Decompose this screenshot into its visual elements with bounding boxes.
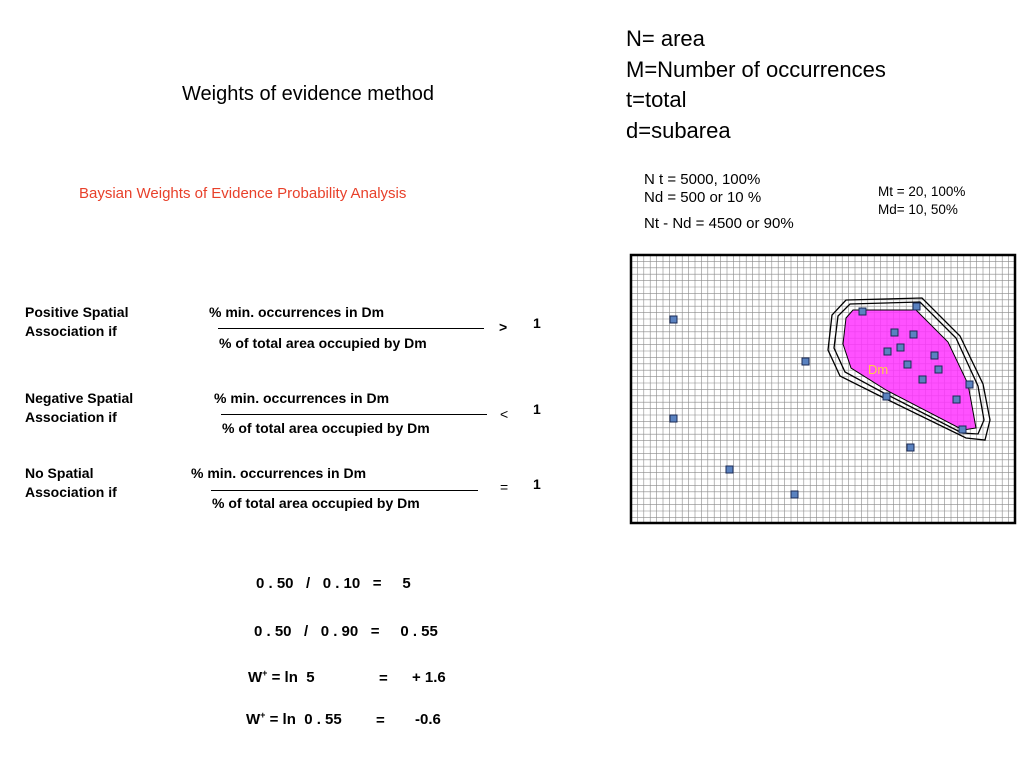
rule-none-value: 1 xyxy=(533,476,541,492)
occurrence-point xyxy=(884,348,891,355)
rule-none-numerator: % min. occurrences in Dm xyxy=(191,465,367,481)
occurrence-point xyxy=(913,303,920,310)
area-stat-nd: Nd = 500 or 10 % xyxy=(644,189,762,206)
area-stat-nt-nd: Nt - Nd = 4500 or 90% xyxy=(644,215,794,232)
page-title: Weights of evidence method xyxy=(182,83,435,105)
occurrence-point xyxy=(904,361,911,368)
occurrence-point xyxy=(953,396,960,403)
legend-line-t: t=total xyxy=(626,87,687,112)
occurrence-point xyxy=(670,316,677,323)
weight-positive-expr: = ln 5 xyxy=(267,669,315,686)
rule-positive-label-line1: Positive Spatial xyxy=(25,304,129,320)
weight-positive-prefix: W xyxy=(248,669,263,686)
occurrence-point xyxy=(910,331,917,338)
occurrence-point xyxy=(802,358,809,365)
rule-negative-denominator: % of total area occupied by Dm xyxy=(222,420,430,436)
occurrence-point xyxy=(931,352,938,359)
area-stat-nt: N t = 5000, 100% xyxy=(644,171,761,188)
rule-positive-numerator: % min. occurrences in Dm xyxy=(209,304,385,320)
weight-negative-expr: = ln 0 . 55 xyxy=(265,711,342,728)
dm-zone-label: Dm xyxy=(868,362,889,377)
weight-positive-sup: + xyxy=(262,668,268,678)
occurrence-point xyxy=(966,381,973,388)
weight-positive-equals: = xyxy=(379,670,388,687)
rule-none-operator: = xyxy=(500,479,509,495)
weight-negative-result: -0.6 xyxy=(415,711,441,728)
legend-line-m: M=Number of occurrences xyxy=(626,56,886,82)
rule-negative-label-line1: Negative Spatial xyxy=(25,390,134,406)
rule-negative-label-line2: Association if xyxy=(25,409,117,425)
occurrence-stat-mt: Mt = 20, 100% xyxy=(878,184,966,199)
equation-positive-ratio: 0 . 50 / 0 . 10 = 5 xyxy=(256,575,411,592)
legend-line-d: d=subarea xyxy=(626,117,731,143)
weight-negative-prefix: W xyxy=(246,711,261,728)
occurrence-point xyxy=(959,426,966,433)
occurrence-point xyxy=(891,329,898,336)
rule-positive-denominator: % of total area occupied by Dm xyxy=(219,335,427,351)
weight-negative-equals: = xyxy=(376,712,385,729)
occurrence-point xyxy=(919,376,926,383)
occurrence-point xyxy=(897,344,904,351)
rule-negative-numerator: % min. occurrences in Dm xyxy=(214,390,390,406)
occurrence-point xyxy=(907,444,914,451)
rule-none-label-line1: No Spatial xyxy=(25,465,94,481)
occurrence-point xyxy=(791,491,798,498)
occurrence-point xyxy=(935,366,942,373)
equation-negative-ratio: 0 . 50 / 0 . 90 = 0 . 55 xyxy=(254,623,438,640)
weight-negative-sup: + xyxy=(260,710,266,720)
rule-positive-operator: > xyxy=(499,319,508,335)
occurrence-point xyxy=(859,308,866,315)
rule-positive-label-line2: Association if xyxy=(25,323,117,339)
occurrence-stat-md: Md= 10, 50% xyxy=(878,202,958,217)
weight-positive-result: + 1.6 xyxy=(412,669,446,686)
rule-negative-operator: < xyxy=(500,406,509,422)
occurrence-point xyxy=(726,466,733,473)
dm-zone xyxy=(843,310,976,430)
rule-positive-value: 1 xyxy=(533,315,541,331)
occurrence-point xyxy=(670,415,677,422)
rule-negative-value: 1 xyxy=(533,401,541,417)
subtitle: Baysian Weights of Evidence Probability Analysis xyxy=(79,185,407,202)
rule-none-denominator: % of total area occupied by Dm xyxy=(212,495,420,511)
occurrence-point xyxy=(883,393,890,400)
legend-line-n: N= area xyxy=(626,26,705,51)
rule-none-label-line2: Association if xyxy=(25,484,117,500)
